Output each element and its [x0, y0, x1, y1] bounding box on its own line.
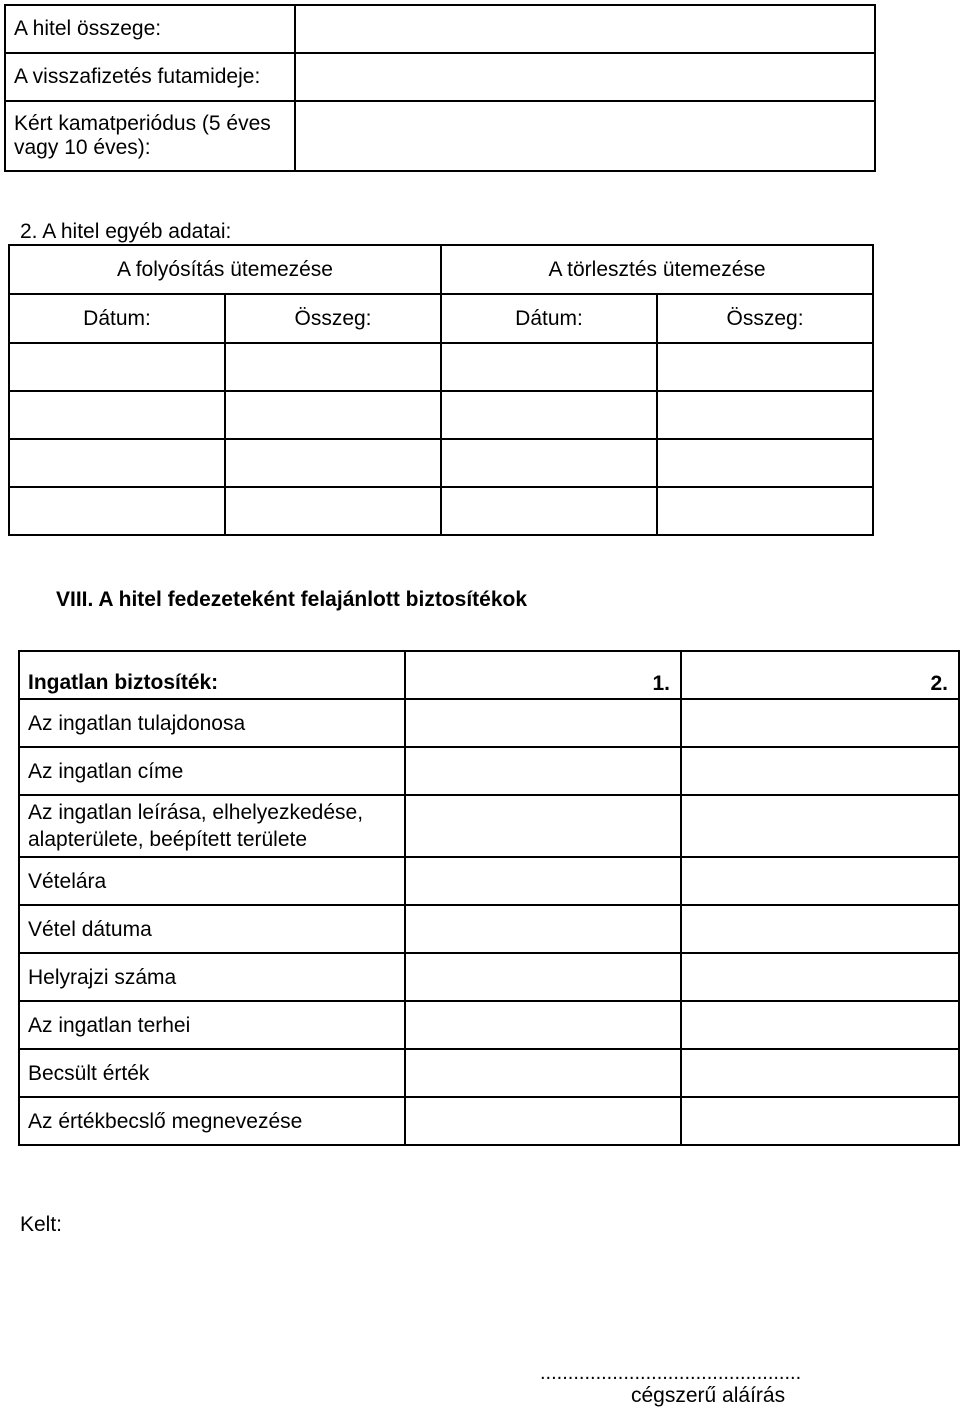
disbursement-amount-header: Összeg: — [225, 294, 441, 343]
interest-period-label-line1: Kért kamatperiódus (5 éves — [14, 112, 271, 135]
section-8-title: VIII. A hitel fedezeteként felajánlott biztosítékok — [56, 588, 528, 611]
disbursement-amount-cell[interactable] — [225, 391, 441, 439]
repayment-date-cell[interactable] — [441, 343, 657, 391]
collateral-table — [18, 650, 960, 1146]
collateral-header-row — [19, 651, 959, 699]
repayment-schedule-header: A törlesztés ütemezése — [441, 245, 873, 294]
disbursement-date-header: Dátum: — [9, 294, 225, 343]
lot-number-row — [19, 953, 959, 1001]
section-2-title: 2. A hitel egyéb adatai: — [20, 220, 232, 243]
repayment-amount-header: Összeg: — [657, 294, 873, 343]
loan-basics-table — [4, 4, 876, 172]
property-owner-label: Az ingatlan tulajdonosa — [19, 699, 405, 747]
place-date-label: Kelt: — [20, 1213, 63, 1236]
property-collateral-header: Ingatlan biztosíték: — [19, 651, 405, 699]
repayment-date-cell[interactable] — [441, 439, 657, 487]
estimated-value-label: Becsült érték — [19, 1049, 405, 1097]
appraiser-name-row — [19, 1097, 959, 1145]
purchase-price-field-1[interactable] — [405, 857, 681, 905]
interest-period-label-line2: vagy 10 éves): — [14, 136, 151, 159]
property-description-label-line2: alapterülete, beépített területe — [28, 828, 308, 851]
lot-number-label: Helyrajzi száma — [19, 953, 405, 1001]
appraiser-name-field-1[interactable] — [405, 1097, 681, 1145]
signature-line: ............................................... — [540, 1362, 802, 1384]
purchase-date-label: Vétel dátuma — [19, 905, 405, 953]
purchase-date-field-1[interactable] — [405, 905, 681, 953]
collateral-column-2-header: 2. — [681, 651, 959, 699]
property-description-row — [19, 795, 959, 857]
repayment-amount-cell[interactable] — [657, 439, 873, 487]
repayment-date-cell[interactable] — [441, 487, 657, 535]
property-owner-field-2[interactable] — [681, 699, 959, 747]
property-description-label — [19, 795, 405, 857]
repayment-amount-cell[interactable] — [657, 391, 873, 439]
schedule-row — [9, 391, 873, 439]
disbursement-amount-cell[interactable] — [225, 439, 441, 487]
estimated-value-field-1[interactable] — [405, 1049, 681, 1097]
property-owner-field-1[interactable] — [405, 699, 681, 747]
interest-period-field[interactable] — [295, 101, 875, 171]
purchase-price-label: Vételára — [19, 857, 405, 905]
repayment-date-cell[interactable] — [441, 391, 657, 439]
property-encumbrances-field-2[interactable] — [681, 1001, 959, 1049]
estimated-value-row — [19, 1049, 959, 1097]
repayment-date-header: Dátum: — [441, 294, 657, 343]
loan-term-label: A visszafizetés futamideje: — [5, 53, 295, 101]
property-address-row — [19, 747, 959, 795]
property-encumbrances-field-1[interactable] — [405, 1001, 681, 1049]
estimated-value-field-2[interactable] — [681, 1049, 959, 1097]
disbursement-schedule-header: A folyósítás ütemezése — [9, 245, 441, 294]
property-address-field-2[interactable] — [681, 747, 959, 795]
loan-amount-row — [5, 5, 875, 53]
schedule-row — [9, 439, 873, 487]
property-owner-row — [19, 699, 959, 747]
disbursement-date-cell[interactable] — [9, 487, 225, 535]
loan-term-field[interactable] — [295, 53, 875, 101]
property-address-label: Az ingatlan címe — [19, 747, 405, 795]
disbursement-date-cell[interactable] — [9, 391, 225, 439]
lot-number-field-2[interactable] — [681, 953, 959, 1001]
disbursement-amount-cell[interactable] — [225, 487, 441, 535]
interest-period-label — [5, 101, 295, 171]
repayment-amount-cell[interactable] — [657, 487, 873, 535]
property-description-label-line1: Az ingatlan leírása, elhelyezkedése, — [28, 801, 364, 824]
schedule-row — [9, 487, 873, 535]
schedule-group-header-row — [9, 245, 873, 294]
property-description-field-1[interactable] — [405, 795, 681, 857]
purchase-date-row — [19, 905, 959, 953]
purchase-price-row — [19, 857, 959, 905]
schedule-row — [9, 343, 873, 391]
appraiser-name-label: Az értékbecslő megnevezése — [19, 1097, 405, 1145]
schedule-table — [8, 244, 874, 536]
loan-amount-label: A hitel összege: — [5, 5, 295, 53]
property-encumbrances-row — [19, 1001, 959, 1049]
property-encumbrances-label: Az ingatlan terhei — [19, 1001, 405, 1049]
collateral-column-1-header: 1. — [405, 651, 681, 699]
disbursement-date-cell[interactable] — [9, 343, 225, 391]
repayment-amount-cell[interactable] — [657, 343, 873, 391]
appraiser-name-field-2[interactable] — [681, 1097, 959, 1145]
property-address-field-1[interactable] — [405, 747, 681, 795]
disbursement-date-cell[interactable] — [9, 439, 225, 487]
loan-amount-field[interactable] — [295, 5, 875, 53]
purchase-date-field-2[interactable] — [681, 905, 959, 953]
interest-period-row — [5, 101, 875, 171]
schedule-column-header-row — [9, 294, 873, 343]
purchase-price-field-2[interactable] — [681, 857, 959, 905]
loan-term-row — [5, 53, 875, 101]
property-description-field-2[interactable] — [681, 795, 959, 857]
disbursement-amount-cell[interactable] — [225, 343, 441, 391]
lot-number-field-1[interactable] — [405, 953, 681, 1001]
signature-label: cégszerű aláírás — [631, 1384, 786, 1407]
